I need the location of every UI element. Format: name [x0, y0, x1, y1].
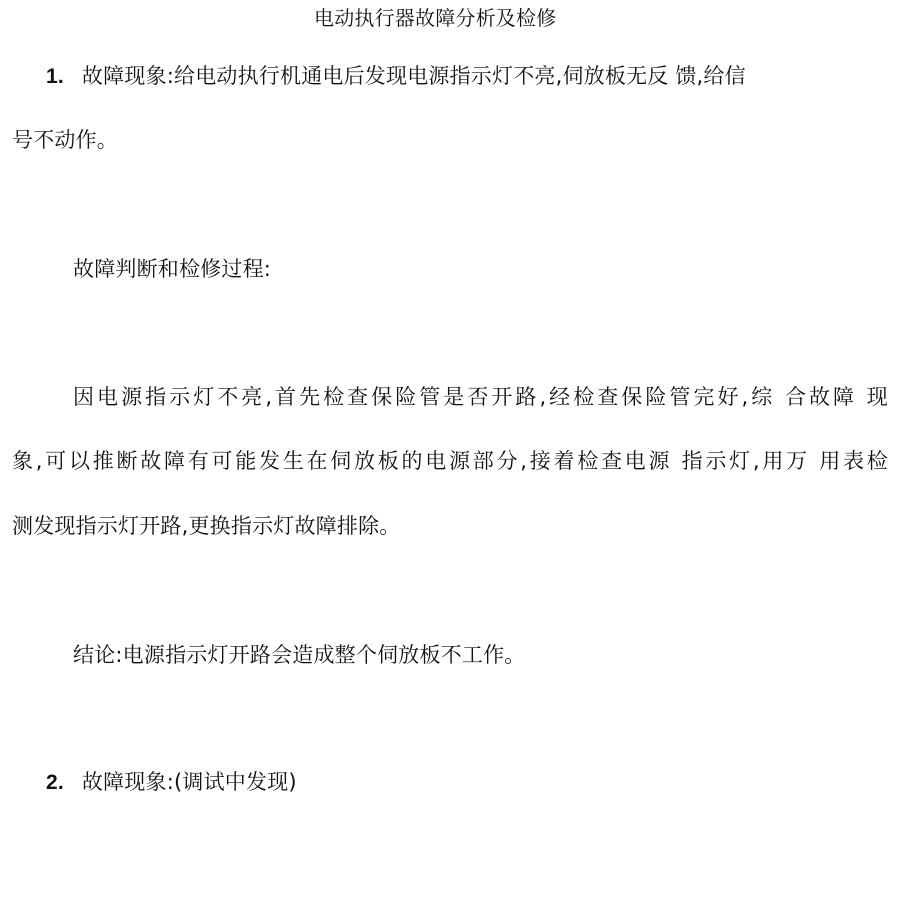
section-1-symptom-line-1	[46, 62, 746, 91]
section-1-symptom-line-2: 号不动作。	[12, 128, 118, 152]
section-1-process-line-2	[12, 447, 888, 475]
section-1-process-text-2: 象,可以推断故障有可能发生在伺放板的电源部分,接着检查电源 指示灯,用万 用表检	[12, 449, 888, 473]
section-1-process-line-1	[73, 383, 888, 411]
document-title: 电动执行器故障分析及检修	[314, 6, 557, 30]
section-2-symptom-text: 故障现象:(调试中发现)	[81, 770, 297, 794]
section-2-symptom	[46, 768, 297, 797]
section-1-process-heading: 故障判断和检修过程:	[73, 257, 272, 281]
section-1-number: 1.	[46, 65, 64, 88]
section-1-conclusion: 结论:电源指示灯开路会造成整个伺放板不工作。	[73, 643, 526, 667]
section-1-process-text-1: 因电源指示灯不亮,首先检查保险管是否开路,经检查保险管完好,综 合故障 现	[73, 385, 888, 409]
section-2-number: 2.	[46, 771, 64, 794]
section-1-symptom-text: 故障现象:给电动执行机通电后发现电源指示灯不亮,伺放板无反 馈,给信	[81, 64, 746, 88]
section-1-process-line-3: 测发现指示灯开路,更换指示灯故障排除。	[12, 514, 401, 538]
